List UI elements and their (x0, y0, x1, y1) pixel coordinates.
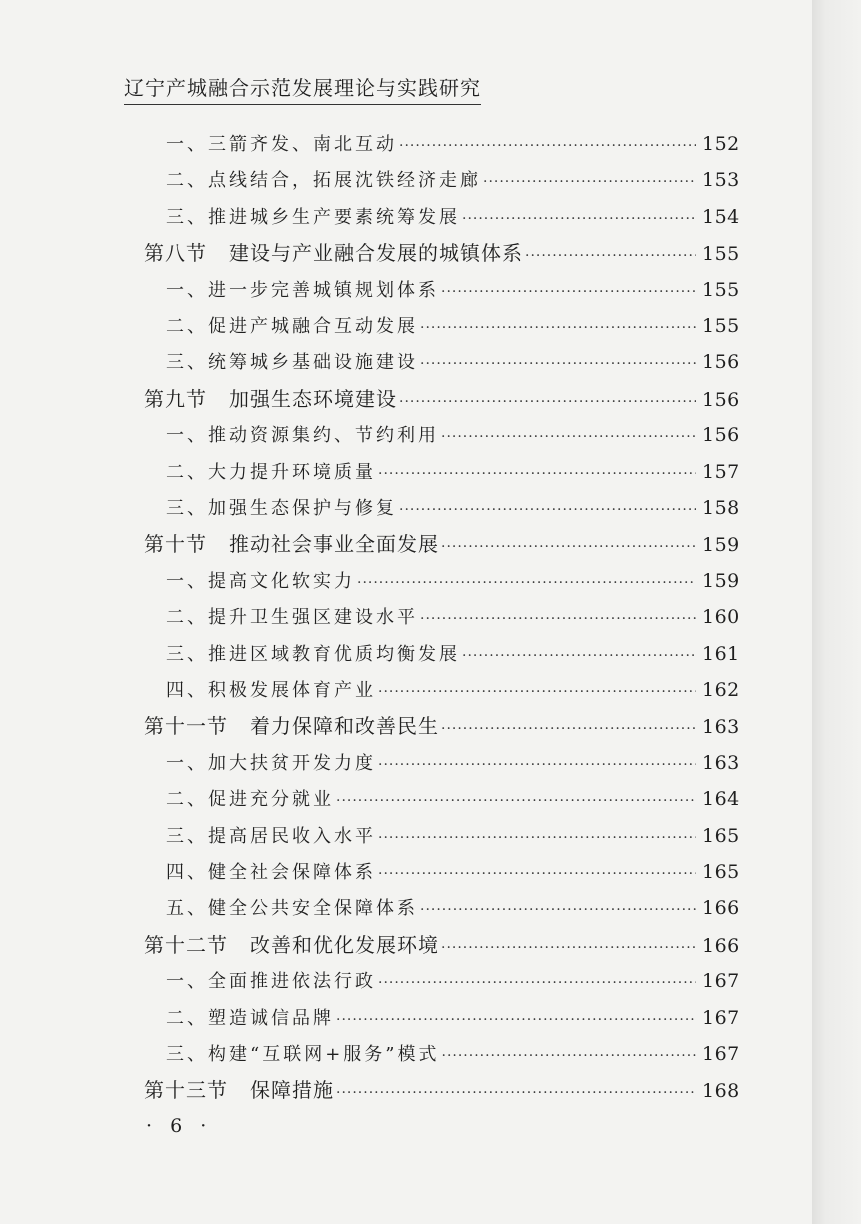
toc-entry-title: 五、健全公共安全保障体系 (166, 898, 418, 920)
toc-subsection-entry (166, 672, 738, 708)
toc-entry-title: 一、三箭齐发、南北互动 (166, 134, 397, 155)
toc-page-number: 155 (702, 315, 740, 337)
toc-subsection-entry (166, 454, 738, 490)
toc-page-number: 155 (702, 243, 740, 266)
toc-page-number: 164 (702, 788, 740, 811)
toc-entry-title: 一、提高文化软实力 (166, 570, 355, 592)
dot-leader (420, 601, 696, 637)
toc-subsection-entry (166, 272, 738, 308)
toc-section-number: 第十三节 (144, 1078, 228, 1103)
dot-leader (441, 529, 696, 565)
toc-entry-title: 四、积极发展体育产业 (166, 680, 376, 701)
toc-entry-title: 三、构建“互联网+服务”模式 (166, 1044, 440, 1065)
toc-section-entry (144, 927, 738, 963)
toc-page-number: 156 (702, 388, 740, 411)
toc-entry-title: 一、加大扶贫开发力度 (166, 752, 376, 774)
dot-leader (378, 965, 696, 1001)
dot-leader (336, 1002, 696, 1038)
toc-subsection-entry (166, 636, 738, 672)
toc-subsection-entry (166, 818, 738, 854)
toc-subsection-entry (166, 854, 738, 890)
toc-page-number: 152 (702, 133, 740, 155)
toc-page-number: 166 (702, 897, 740, 920)
toc-entry-title: 四、健全社会保障体系 (166, 862, 376, 883)
toc-entry-title: 一、进一步完善城镇规划体系 (166, 279, 439, 301)
toc-page-number: 157 (702, 460, 740, 483)
toc-section-entry (144, 708, 738, 744)
toc-entry-title: 一、全面推进依法行政 (166, 971, 376, 993)
toc-entry-title: 二、提升卫生强区建设水平 (166, 607, 418, 629)
dot-leader (378, 820, 696, 856)
toc-section-entry (144, 381, 738, 417)
toc-subsection-entry (166, 563, 738, 599)
toc-page-number: 154 (702, 205, 740, 228)
dot-leader (462, 201, 696, 237)
running-head: 辽宁产城融合示范发展理论与实践研究 (124, 72, 481, 105)
dot-leader (378, 674, 696, 710)
toc-section-entry (144, 1072, 738, 1108)
dot-leader (378, 747, 696, 783)
page-folio: · 6 · (146, 1115, 213, 1137)
toc-subsection-entry (166, 781, 738, 817)
toc-section-number: 第八节 (144, 241, 207, 266)
toc-entry-title: 三、推进城乡生产要素统筹发展 (166, 206, 460, 228)
toc-section-number: 第十二节 (144, 932, 228, 957)
toc-section-entry (144, 235, 738, 271)
toc-page-number: 163 (702, 751, 740, 774)
dot-leader (441, 930, 696, 966)
toc-page-number: 167 (702, 1006, 740, 1029)
dot-leader (420, 346, 696, 382)
dot-leader (420, 892, 696, 928)
toc-entry-title: 一、推动资源集约、节约利用 (166, 425, 439, 447)
dot-leader (483, 164, 696, 200)
toc-entry-title: 三、加强生态保护与修复 (166, 498, 397, 519)
toc-subsection-entry (166, 890, 738, 926)
toc-subsection-entry (166, 199, 738, 235)
toc-entry-title: 二、促进充分就业 (166, 789, 334, 811)
toc-section-number: 第十节 (144, 532, 207, 557)
toc-page-number: 166 (702, 934, 740, 957)
dot-leader (525, 238, 696, 274)
toc-subsection-entry (166, 1036, 738, 1072)
dot-leader (399, 492, 696, 528)
dot-leader (399, 384, 696, 420)
dot-leader (378, 856, 696, 892)
toc-page-number: 161 (702, 642, 740, 665)
toc-subsection-entry (166, 963, 738, 999)
toc-subsection-entry (166, 308, 738, 344)
toc-entry-title: 三、提高居民收入水平 (166, 825, 376, 847)
dot-leader (336, 783, 696, 819)
toc-page-number: 159 (702, 534, 740, 557)
toc-page-number: 167 (702, 1043, 740, 1065)
dot-leader (378, 456, 696, 492)
toc-entry-title: 三、统筹城乡基础设施建设 (166, 352, 418, 374)
dot-leader (399, 128, 696, 164)
toc-entry-title: 三、推进区域教育优质均衡发展 (166, 643, 460, 665)
toc-entry-title: 保障措施 (250, 1078, 334, 1103)
dot-leader (441, 711, 696, 747)
toc-subsection-entry (166, 162, 738, 198)
toc-page-number: 167 (702, 970, 740, 993)
toc-section-entry (144, 526, 738, 562)
toc-subsection-entry (166, 490, 738, 526)
toc-section-number: 第十一节 (144, 714, 228, 739)
toc-section-number: 第九节 (144, 386, 207, 411)
toc-subsection-entry (166, 344, 738, 380)
toc-subsection-entry (166, 745, 738, 781)
toc-page-number: 163 (702, 716, 740, 739)
toc-page-number: 153 (702, 169, 740, 192)
toc-subsection-entry (166, 1000, 738, 1036)
toc-entry-title: 二、促进产城融合互动发展 (166, 316, 418, 337)
dot-leader (441, 419, 696, 455)
toc-page-number: 158 (702, 497, 740, 519)
dot-leader (442, 1038, 697, 1074)
toc-subsection-entry (166, 417, 738, 453)
toc-page-number: 159 (702, 569, 740, 592)
dot-leader (441, 274, 696, 310)
toc-subsection-entry (166, 126, 738, 162)
toc-page-number: 168 (702, 1080, 740, 1103)
toc-entry-title: 二、大力提升环境质量 (166, 461, 376, 483)
toc-entry-title: 二、点线结合，拓展沈铁经济走廊 (166, 170, 481, 192)
toc-page-number: 155 (702, 278, 740, 301)
toc-entry-title: 改善和优化发展环境 (250, 932, 439, 957)
scan-edge-strip (812, 0, 861, 1224)
toc-page-number: 165 (702, 861, 740, 883)
toc-page-number: 160 (702, 606, 740, 629)
dot-leader (336, 1075, 696, 1111)
toc-page-number: 165 (702, 824, 740, 847)
toc-entry-title: 着力保障和改善民生 (250, 714, 439, 739)
toc-entry-title: 加强生态环境建设 (229, 386, 397, 411)
toc-page-number: 162 (702, 679, 740, 701)
toc-entry-title: 建设与产业融合发展的城镇体系 (229, 241, 523, 266)
toc-page-number: 156 (702, 351, 740, 374)
dot-leader (462, 638, 696, 674)
toc-entry-title: 推动社会事业全面发展 (229, 532, 439, 557)
toc-page-number: 156 (702, 424, 740, 447)
dot-leader (420, 310, 696, 346)
dot-leader (357, 565, 696, 601)
toc-subsection-entry (166, 599, 738, 635)
toc-entry-title: 二、塑造诚信品牌 (166, 1007, 334, 1029)
